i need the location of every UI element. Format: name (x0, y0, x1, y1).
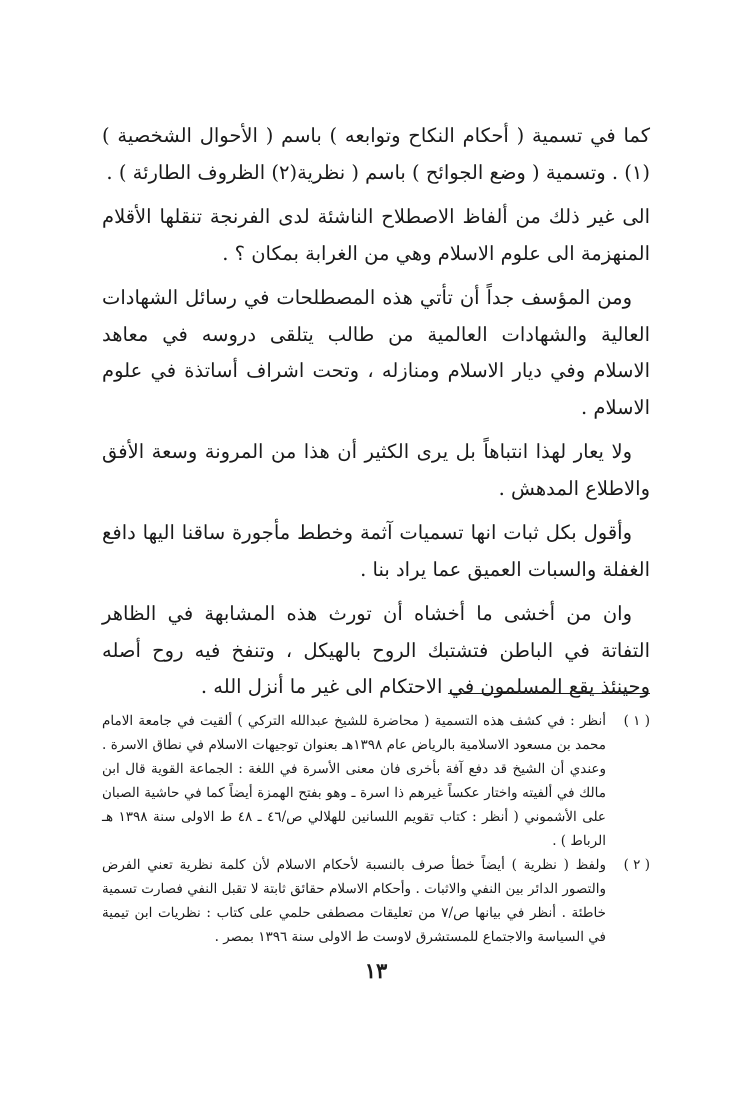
paragraph-2: الى غير ذلك من ألفاظ الاصطلاح الناشئة لدى الفرنجة تنقلها الأقلام المنهزمة الى علوم الاسلام وهي من الغرابة بمكان ؟ . (102, 205, 650, 265)
footnote-2 (102, 853, 650, 949)
footnote-number: ( ١ ) (623, 713, 650, 729)
footnote-separator (448, 693, 650, 694)
footnote-1 (102, 709, 650, 853)
footnote-number: ( ٢ ) (623, 857, 650, 873)
footnotes (102, 709, 650, 949)
paragraph-1: كما في تسمية ( أحكام النكاح وتوابعه ) باسم ( الأحوال الشخصية )(١) . وتسمية ( وضع الجوائح ) باسم ( نظرية(٢) الظروف الطارئة ) . (102, 124, 650, 184)
footnote-text: أنظر : في كشف هذه التسمية ( محاضرة للشيخ عبدالله التركي ) ألقيت في جامعة الامام محمد بن مسعود الاسلامية بالرياض عام ١٣٩٨هـ بعنوان توجيهات الاسلام في نطاق الاسرة . وعندي أن الشيخ قد دفع آفة بأخرى فان معنى الأسرة في اللغة : الجماعة القوية قال ابن مالك في ألفيته واختار عكساً غيرهم ذا اسرة ـ وهو بفتح الهمزة أيضاً كما في حاشية الصبان على الأشموني ( أنظر : كتاب تقويم اللسانين للهلالي ص/٤٦ ـ ٤٨ ط الاولى سنة ١٣٩٨ هـ الرباط ) . (102, 713, 607, 849)
main-text (102, 118, 650, 714)
paragraph-3: ومن المؤسف جداً أن تأتي هذه المصطلحات في رسائل الشهادات العالية والشهادات العالمية من طالب يتلقى دروسه في معاهد الاسلام وفي ديار الاسلام ومنازله ، وتحت اشراف أساتذة في علوم الاسلام . (102, 286, 650, 419)
paragraph-5: وأقول بكل ثبات انها تسميات آثمة وخطط مأجورة ساقنا اليها دافع الغفلة والسبات العميق عما يراد بنا . (102, 521, 650, 581)
paragraph-4: ولا يعار لهذا انتباهاً بل يرى الكثير أن هذا من المرونة وسعة الأفق والاطلاع المدهش . (102, 440, 650, 500)
footnote-text: ولفظ ( نظرية ) أيضاً خطأ صرف بالنسبة لأحكام الاسلام لأن كلمة نظرية تعني الفرض والتصور الدائر بين النفي والاثبات . وأحكام الاسلام حقائق ثابتة لا تقبل النفي فصارت تسمية خاطئة . أنظر في بيانها ص/٧ من تعليقات مصطفى حلمي على كتاب : نظريات ابن تيمية في السياسة والاجتماع للمستشرق لاوست ط الاولى سنة ١٣٩٦ بمصر . (102, 857, 606, 945)
page-number: ١٣ (364, 958, 388, 983)
paragraph-6: وان من أخشى ما أخشاه أن تورث هذه المشابهة في الظاهر التفاتة في الباطن فتشتبك الروح بالهيكل ، وتنفخ فيه روح أصله وحينئذ يقع المسلمون في الاحتكام الى غير ما أنزل الله . (102, 602, 650, 698)
